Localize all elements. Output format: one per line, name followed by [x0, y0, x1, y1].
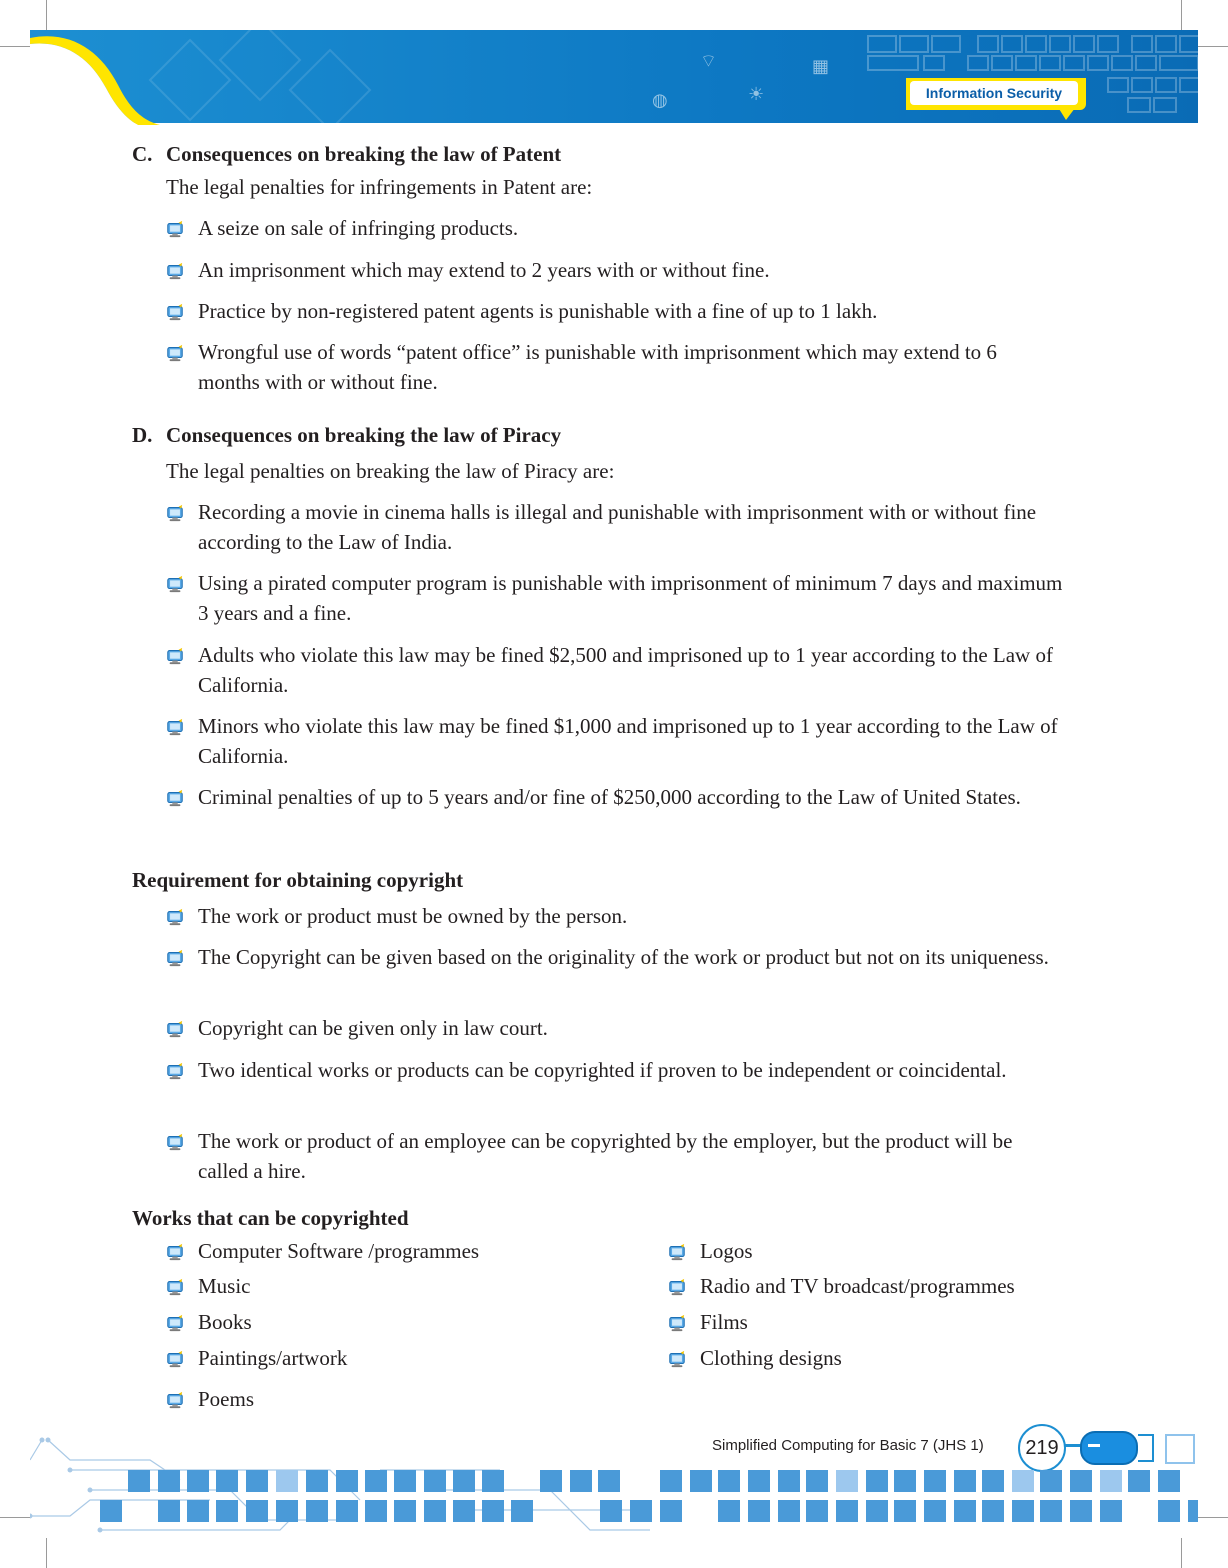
section-title: Consequences on breaking the law of Piracy: [166, 423, 562, 447]
requirement-heading: Requirement for obtaining copyright: [132, 868, 464, 892]
works-heading: Works that can be copyrighted: [132, 1206, 409, 1230]
monitor-bullet-icon: [166, 262, 184, 280]
list-item: Adults who violate this law may be fined $2,500 and imprisoned up to 1 year according to the Law of California.: [198, 643, 1053, 697]
monitor-bullet-icon: [166, 344, 184, 362]
footer-circuit-pattern: [30, 1430, 1198, 1538]
monitor-bullet-icon: [166, 1020, 184, 1038]
list-item: The work or product of an employee can be copyrighted by the employer, but the product will be called a hire.: [198, 1129, 1013, 1183]
list-item: The work or product must be owned by the person.: [198, 904, 628, 928]
crop-mark: [1181, 1538, 1182, 1568]
list-item: Poems: [198, 1387, 255, 1411]
section-d-heading: [132, 422, 561, 448]
list-item: Radio and TV broadcast/programmes: [700, 1274, 1015, 1298]
bulb-icon: ☀: [748, 84, 765, 105]
list-item: Two identical works or products can be copyrighted if proven to be independent or coincidental.: [198, 1058, 1007, 1082]
list-item: Copyright can be given only in law court.: [198, 1016, 548, 1040]
list-item: Minors who violate this law may be fined $1,000 and imprisoned up to 1 year according to the Law of California.: [198, 714, 1058, 768]
crop-mark: [1181, 0, 1182, 30]
monitor-bullet-icon: [166, 1391, 184, 1409]
monitor-bullet-icon: [668, 1243, 686, 1261]
monitor-bullet-icon: [166, 504, 184, 522]
monitor-bullet-icon: [166, 1278, 184, 1296]
list-item: A seize on sale of infringing products.: [198, 216, 519, 240]
section-d-intro: The legal penalties on breaking the law of Piracy are:: [166, 459, 615, 483]
section-c-heading: [132, 141, 561, 167]
list-item: Using a pirated computer program is punishable with imprisonment of minimum 7 days and maximum 3 years and a fine.: [198, 571, 1063, 625]
monitor-bullet-icon: [166, 575, 184, 593]
monitor-bullet-icon: [166, 718, 184, 736]
page-number: 219: [1018, 1424, 1066, 1472]
tag-pointer: [1056, 104, 1078, 120]
list-item: Computer Software /programmes: [198, 1239, 480, 1263]
monitor-bullet-icon: [166, 1314, 184, 1332]
list-item: Films: [700, 1310, 748, 1334]
list-item: Wrongful use of words “patent office” is punishable with imprisonment which may extend to 6 months with or without fine.: [198, 340, 997, 394]
monitor-bullet-icon: [668, 1350, 686, 1368]
list-item: Clothing designs: [700, 1346, 842, 1370]
monitor-bullet-icon: [668, 1314, 686, 1332]
list-item: Paintings/artwork: [198, 1346, 348, 1370]
monitor-bullet-icon: [166, 908, 184, 926]
list-item: Logos: [700, 1239, 753, 1263]
list-item: Books: [198, 1310, 252, 1334]
crop-mark: [46, 1538, 47, 1568]
globe-icon: ◍: [652, 90, 668, 111]
monitor-bullet-icon: [166, 1350, 184, 1368]
section-title: Consequences on breaking the law of Patent: [166, 142, 562, 166]
list-item: Music: [198, 1274, 251, 1298]
monitor-bullet-icon: [166, 303, 184, 321]
section-letter: C.: [132, 142, 153, 166]
book-title: Simplified Computing for Basic 7 (JHS 1): [712, 1437, 984, 1454]
list-item: Recording a movie in cinema halls is illegal and punishable with imprisonment with or without fine according to the Law of India.: [198, 500, 1037, 554]
calculator-icon: ▦: [812, 56, 830, 77]
list-item: An imprisonment which may extend to 2 years with or without fine.: [198, 258, 770, 282]
chapter-tag: Information Security: [910, 81, 1078, 105]
monitor-bullet-icon: [166, 1243, 184, 1261]
monitor-bullet-icon: [166, 949, 184, 967]
crop-mark: [0, 1517, 30, 1518]
yellow-swoosh: [30, 30, 170, 125]
monitor-bullet-icon: [166, 789, 184, 807]
crop-mark: [1198, 1517, 1228, 1518]
list-item: Criminal penalties of up to 5 years and/or fine of $250,000 according to the Law of United States.: [198, 785, 1021, 809]
list-item: The Copyright can be given based on the originality of the work or product but not on its uniqueness.: [198, 945, 1049, 969]
monitor-bullet-icon: [166, 1133, 184, 1151]
wifi-icon: ⌔: [700, 51, 717, 72]
crop-mark: [46, 0, 47, 30]
section-c-intro: The legal penalties for infringements in Patent are:: [166, 175, 593, 199]
monitor-bullet-icon: [668, 1278, 686, 1296]
monitor-bullet-icon: [166, 220, 184, 238]
monitor-bullet-icon: [166, 647, 184, 665]
list-item: Practice by non-registered patent agents is punishable with a fine of up to 1 lakh.: [198, 299, 878, 323]
crop-mark: [1198, 46, 1228, 47]
section-letter: D.: [132, 423, 153, 447]
monitor-bullet-icon: [166, 1062, 184, 1080]
crop-mark: [0, 46, 30, 47]
